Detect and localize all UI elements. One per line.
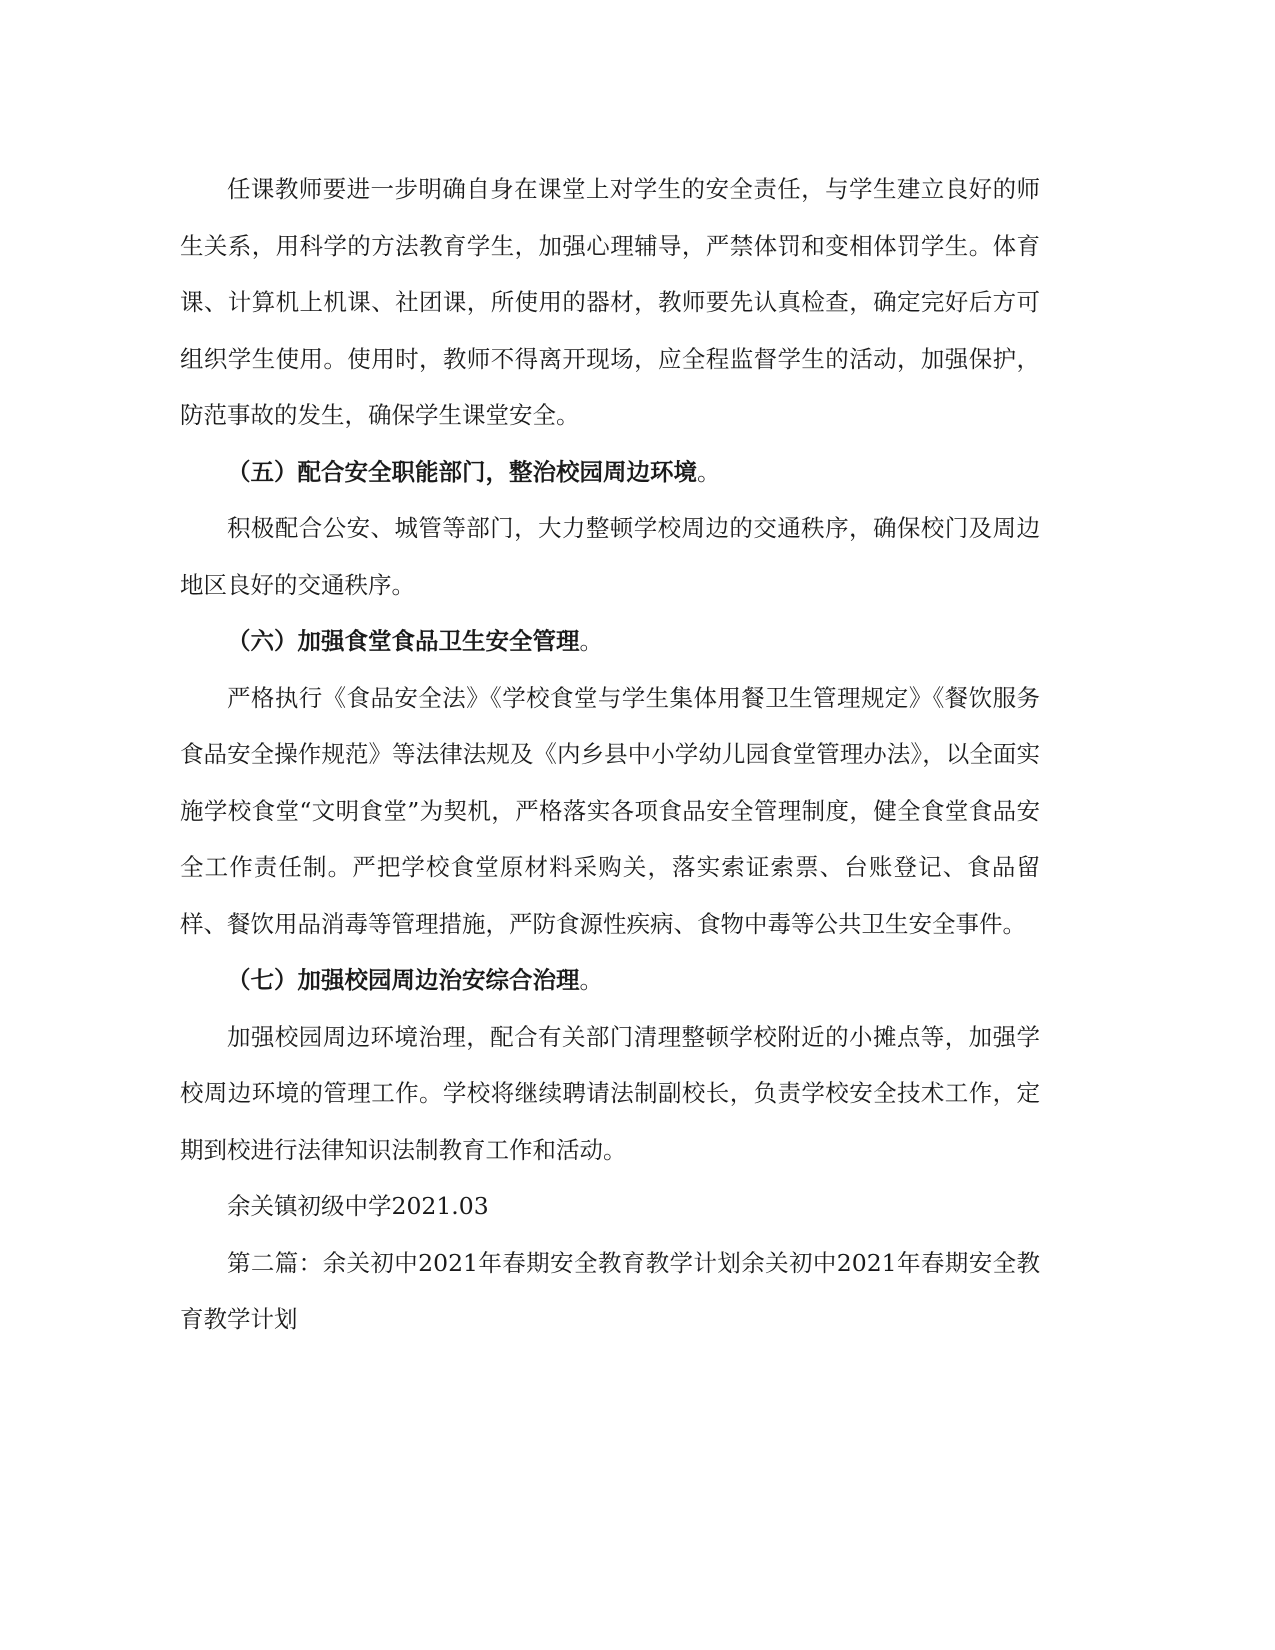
heading-section-7: [180, 952, 1040, 1009]
document-page: [180, 161, 1040, 1348]
next-article-title: 第二篇：余关初中2021年春期安全教育教学计划余关初中2021年春期安全教育教学计划: [180, 1248, 1040, 1333]
heading-period: 。: [579, 627, 603, 655]
paragraph-classroom-safety: 任课教师要进一步明确自身在课堂上对学生的安全责任，与学生建立良好的师生关系，用科学的方法教育学生，加强心理辅导，严禁体罚和变相体罚学生。体育课、计算机上机课、社团课，所使用的器材，教师要先认真检查，确定完好后方可组织学生使用。使用时，教师不得离开现场，应全程监督学生的活动，加强保护，防范事故的发生，确保学生课堂安全。: [180, 175, 1040, 429]
paragraph-food-safety: 严格执行《食品安全法》《学校食堂与学生集体用餐卫生管理规定》《餐饮服务食品安全操作规范》等法律法规及《内乡县中小学幼儿园食堂管理办法》，以全面实施学校食堂“文明食堂”为契机，严格落实各项食品安全管理制度，健全食堂食品安全工作责任制。严把学校食堂原材料采购关，落实索证索票、台账登记、食品留样、餐饮用品消毒等管理措施，严防食源性疾病、食物中毒等公共卫生安全事件。: [180, 683, 1040, 938]
heading-text: （七）加强校园周边治安综合治理: [227, 966, 580, 994]
paragraph-traffic-order: 积极配合公安、城管等部门，大力整顿学校周边的交通秩序，确保校门及周边地区良好的交通秩序。: [180, 514, 1040, 599]
signature-line: 余关镇初级中学2021.03: [227, 1192, 489, 1220]
heading-section-6: [180, 613, 1040, 670]
heading-period: 。: [579, 966, 603, 994]
heading-section-5: [180, 444, 1040, 501]
heading-text: （五）配合安全职能部门，整治校园周边环境: [227, 457, 697, 486]
paragraph-surroundings-governance: 加强校园周边环境治理，配合有关部门清理整顿学校附近的小摊点等，加强学校周边环境的管理工作。学校将继续聘请法制副校长，负责学校安全技术工作，定期到校进行法律知识法制教育工作和活动。: [180, 1022, 1040, 1164]
heading-text: （六）加强食堂食品卫生安全管理: [227, 627, 580, 655]
heading-period: 。: [697, 457, 721, 486]
